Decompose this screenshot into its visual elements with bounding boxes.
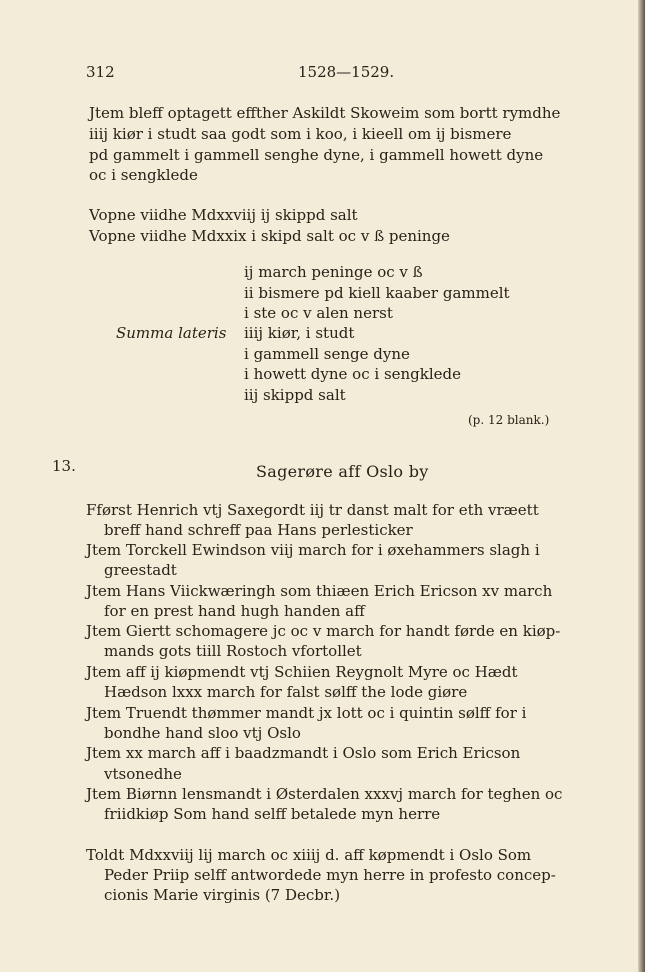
entry-line: Hædson lxxx march for falst sølff the lode giøre (104, 683, 468, 701)
section-title: Sagerøre aff Oslo by (256, 462, 429, 481)
page-number: 312 (86, 63, 115, 81)
closing-line: cionis Marie virginis (7 Decbr.) (104, 886, 341, 904)
book-spine-edge (638, 0, 645, 972)
text-line: Jtem bleff optagett effther Askildt Skoweim som bortt rymdhe (89, 104, 561, 122)
text-line: iiij kiør i studt saa godt som i koo, i kieell om ij bismere (89, 125, 512, 143)
summa-item: i ste oc v alen nerst (244, 304, 393, 322)
entry-line: friidkiøp Som hand selff betalede myn herre (104, 805, 441, 823)
entry-line: vtsonedhe (104, 765, 182, 783)
text-line: pd gammelt i gammell senghe dyne, i gammell howett dyne (89, 146, 544, 164)
text-line: Vopne viidhe Mdxxix i skipd salt oc v ß peninge (89, 227, 450, 245)
entry-line: Fførst Henrich vtj Saxegordt iij tr danst malt for eth vræett (86, 501, 539, 519)
summa-item: ij march peninge oc v ß (244, 263, 423, 281)
entry-line: for en prest hand hugh handen aff (104, 602, 365, 620)
summa-item: iiij kiør, i studt (244, 324, 355, 342)
summa-item: ii bismere pd kiell kaaber gammelt (244, 284, 510, 302)
entry-line: Jtem Truendt thømmer mandt jx lott oc i quintin sølff for i (86, 704, 527, 722)
summa-item: i howett dyne oc i sengklede (244, 365, 462, 383)
entry-line: Jtem aff ij kiøpmendt vtj Schiien Reygnolt Myre oc Hædt (86, 663, 518, 681)
entry-line: breff hand schreff paa Hans perlesticker (104, 521, 413, 539)
entry-line: Jtem Biørnn lensmandt i Østerdalen xxxvj march for teghen oc (86, 785, 563, 803)
closing-line: Peder Priip selff antwordede myn herre in profesto concep- (104, 866, 556, 884)
entry-line: bondhe hand sloo vtj Oslo (104, 724, 301, 742)
entry-line: Jtem Giertt schomagere jc oc v march for handt førde en kiøp- (86, 622, 561, 640)
summa-lateris-label: Summa lateris (116, 324, 227, 342)
entry-line: Jtem xx march aff i baadzmandt i Oslo som Erich Ericson (86, 744, 521, 762)
page-years: 1528—1529. (298, 63, 395, 81)
entry-line: Jtem Torckell Ewindson viij march for i øxehammers slagh i (86, 541, 540, 559)
closing-line: Toldt Mdxxviij lij march oc xiiij d. aff køpmendt i Oslo Som (86, 846, 532, 864)
text-line: oc i sengklede (89, 166, 198, 184)
summa-item: iij skippd salt (244, 386, 346, 404)
blank-page-note: (p. 12 blank.) (468, 413, 550, 427)
text-line: Vopne viidhe Mdxxviij ij skippd salt (89, 206, 358, 224)
section-number: 13. (52, 457, 76, 475)
entry-line: mands gots tiill Rostoch vfortollet (104, 642, 362, 660)
entry-line: greestadt (104, 561, 177, 579)
summa-item: i gammell senge dyne (244, 345, 410, 363)
entry-line: Jtem Hans Viickwæringh som thiæen Erich Ericson xv march (86, 582, 553, 600)
